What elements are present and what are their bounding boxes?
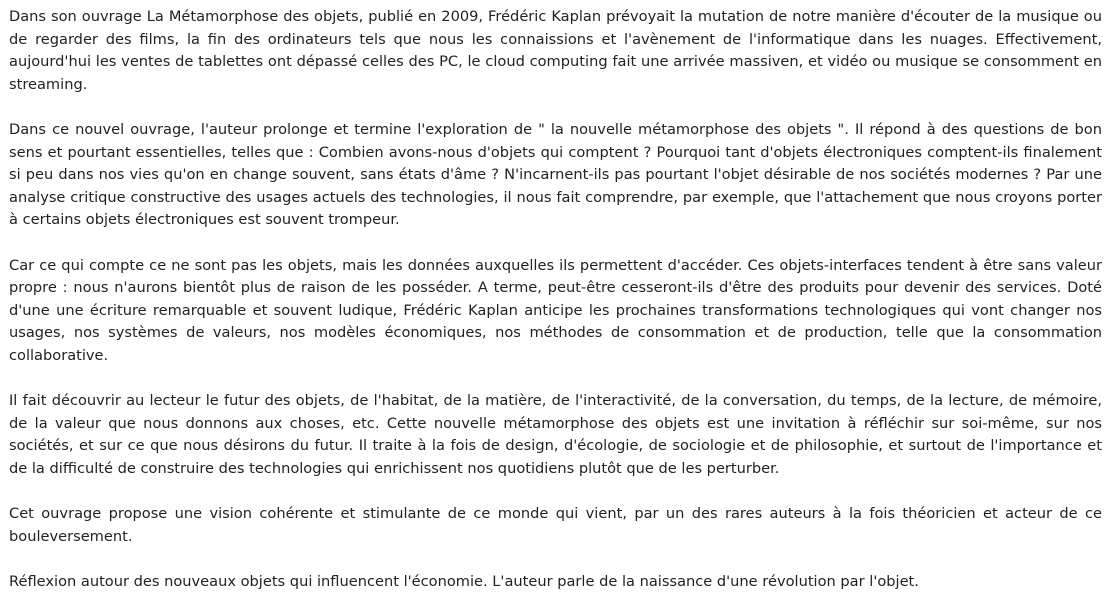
description-paragraph-summary: Réflexion autour des nouveaux objets qui influencent l'économie. L'auteur parle de la naissance d'une révolution par l'objet. <box>9 572 919 590</box>
description-paragraph-vision: Cet ouvrage propose une vision cohérente et stimulante de ce monde qui vient, par un des rares auteurs à la fois théoricien et acteur de ce bouleversement. <box>9 505 1102 545</box>
description-paragraph-data: Car ce qui compte ce ne sont pas les objets, mais les données auxquelles ils permettent d'accéder. Ces objets-interfaces tendent à être sans valeur propre : nous n'aurons bientôt plus de raison de les posséder. A terme, peut-être cesseront-ils d'être des produits pour devenir des services. Doté d'une une écriture remarquable et souvent ludique, Frédéric Kaplan anticipe les prochaines transformations technologiques qui vont changer nos usages, nos systèmes de valeurs, nos modèles économiques, nos méthodes de consommation et de production, telle que la consommation collaborative. <box>9 256 1102 364</box>
description-paragraph-future: Il fait découvrir au lecteur le futur des objets, de l'habitat, de la matière, de l'interactivité, de la conversation, du temps, de la lecture, de mémoire, de la valeur que nous donnons aux choses, etc. Cette nouvelle métamorphose des objets est une invitation à réfléchir sur soi-même, sur nos sociétés, et sur ce que nous désirons du futur. Il traite à la fois de design, d'écologie, de sociologie et de philosophie, et surtout de l'importance et de la difficulté de construire des technologies qui enrichissent nos quotidiens plutôt que de les perturber. <box>9 392 1102 477</box>
description-paragraph-questions: Dans ce nouvel ouvrage, l'auteur prolonge et termine l'exploration de " la nouvelle métamorphose des objets ". Il répond à des questions de bon sens et pourtant essentielles, telles que : Combien avons-nous d'objets qui comptent ? Pourquoi tant d'objets électroniques comptent-ils finalement si peu dans nos vies qu'on en change souvent, sans états d'âme ? N'incarnent-ils pas pourtant l'objet désirable de nos sociétés modernes ? Par une analyse critique constructive des usages actuels des technologies, il nous fait comprendre, par exemple, que l'attachement que nous croyons porter à certains objets électroniques est souvent trompeur. <box>9 120 1102 229</box>
description-paragraph-intro: Dans son ouvrage La Métamorphose des objets, publié en 2009, Frédéric Kaplan prévoyait la mutation de notre manière d'écouter de la musique ou de regarder des films, la fin des ordinateurs tels que nous les connaissions et l'avènement de l'informatique dans les nuages. Effectivement, aujourd'hui les ventes de tablettes ont dépassé celles des PC, le cloud computing fait une arrivée massiven, et vidéo ou musique se consomment en streaming. <box>9 8 1102 93</box>
